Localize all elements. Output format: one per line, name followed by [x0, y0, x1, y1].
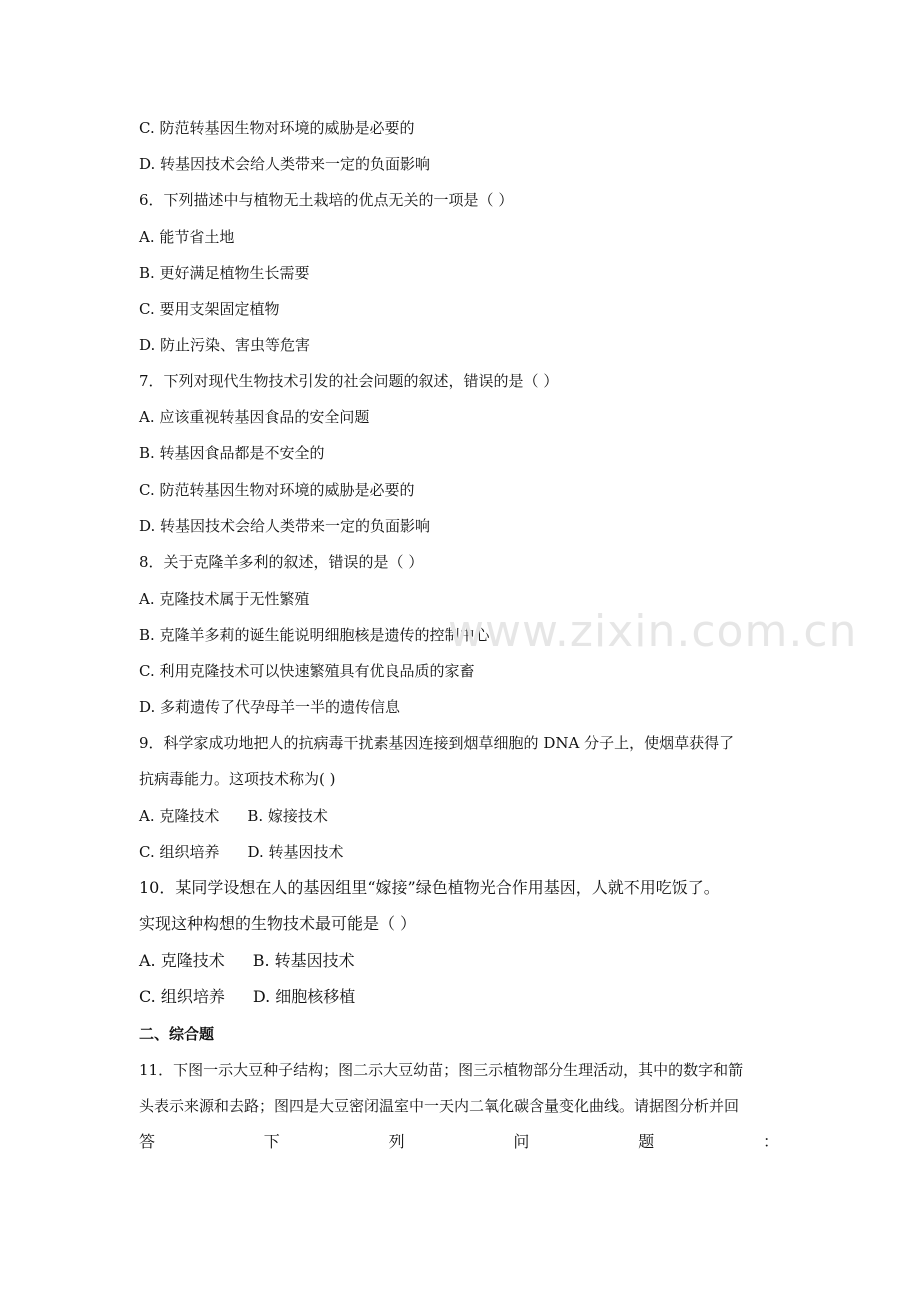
char: 问 — [513, 1132, 530, 1151]
char: 答 — [139, 1132, 156, 1151]
option-a: A. 能节省土地 — [139, 228, 235, 246]
option-b: B. 更好满足植物生长需要 — [139, 264, 310, 282]
text-line: D. 转基因技术会给人类带来一定的负面影响 — [139, 155, 431, 173]
option-c: C. 组织培养 — [139, 987, 225, 1006]
option-d: D. 防止污染、害虫等危害 — [139, 336, 311, 354]
option-a: A. 应该重视转基因食品的安全问题 — [139, 408, 370, 426]
text-line: C. 防范转基因生物对环境的威胁是必要的 — [139, 119, 415, 137]
option-b: B. 转基因技术 — [252, 951, 355, 970]
option-a: A. 克隆技术属于无性繁殖 — [139, 590, 310, 608]
question-9-cont: 抗病毒能力。这项技术称为( ) — [139, 770, 336, 788]
section-title: 二、综合题 — [139, 1025, 215, 1043]
char: 题 — [638, 1132, 655, 1151]
option-d: D. 转基因技术会给人类带来一定的负面影响 — [139, 517, 431, 535]
question-7: 7．下列对现代生物技术引发的社会问题的叙述，错误的是（ ） — [139, 372, 559, 390]
question-10: 10．某同学设想在人的基因组里“嫁接”绿色植物光合作用基因，人就不用吃饭了。 — [139, 878, 720, 897]
watermark: www.zixin.com.cn — [448, 606, 858, 657]
option-c: C. 防范转基因生物对环境的威胁是必要的 — [139, 481, 415, 499]
option-a: A. 克隆技术 — [139, 807, 220, 825]
question-11-cont: 头表示来源和去路；图四是大豆密闭温室中一天内二氧化碳含量变化曲线。请据图分析并回 — [139, 1097, 740, 1115]
option-b: B. 克隆羊多莉的诞生能说明细胞核是遗传的控制中心 — [139, 626, 490, 644]
option-c: C. 利用克隆技术可以快速繁殖具有优良品质的家畜 — [139, 662, 475, 680]
option-c: C. 要用支架固定植物 — [139, 300, 280, 318]
option-row — [139, 842, 344, 862]
option-row — [139, 987, 355, 1007]
question-11: 11．下图一示大豆种子结构；图二示大豆幼苗；图三示植物部分生理活动，其中的数字和箭 — [139, 1061, 744, 1079]
option-d: D. 多莉遗传了代孕母羊一半的遗传信息 — [139, 698, 401, 716]
question-8: 8．关于克隆羊多利的叙述，错误的是（ ） — [139, 553, 424, 571]
question-10-cont: 实现这种构想的生物技术最可能是（ ） — [139, 914, 417, 933]
char: 列 — [388, 1132, 405, 1151]
option-row — [139, 806, 328, 826]
option-c: C. 组织培养 — [139, 843, 220, 861]
option-a: A. 克隆技术 — [139, 951, 225, 970]
justified-line — [139, 1132, 779, 1152]
char: ： — [762, 1132, 779, 1151]
option-d: D. 转基因技术 — [247, 843, 344, 861]
option-row — [139, 951, 355, 971]
option-b: B. 转基因食品都是不安全的 — [139, 444, 325, 462]
question-9: 9．科学家成功地把人的抗病毒干扰素基因连接到烟草细胞的 DNA 分子上，使烟草获得了 — [139, 734, 735, 752]
question-6: 6．下列描述中与植物无土栽培的优点无关的一项是（ ） — [139, 191, 514, 209]
option-b: B. 嫁接技术 — [247, 807, 328, 825]
char: 下 — [263, 1132, 280, 1151]
option-d: D. 细胞核移植 — [252, 987, 356, 1006]
